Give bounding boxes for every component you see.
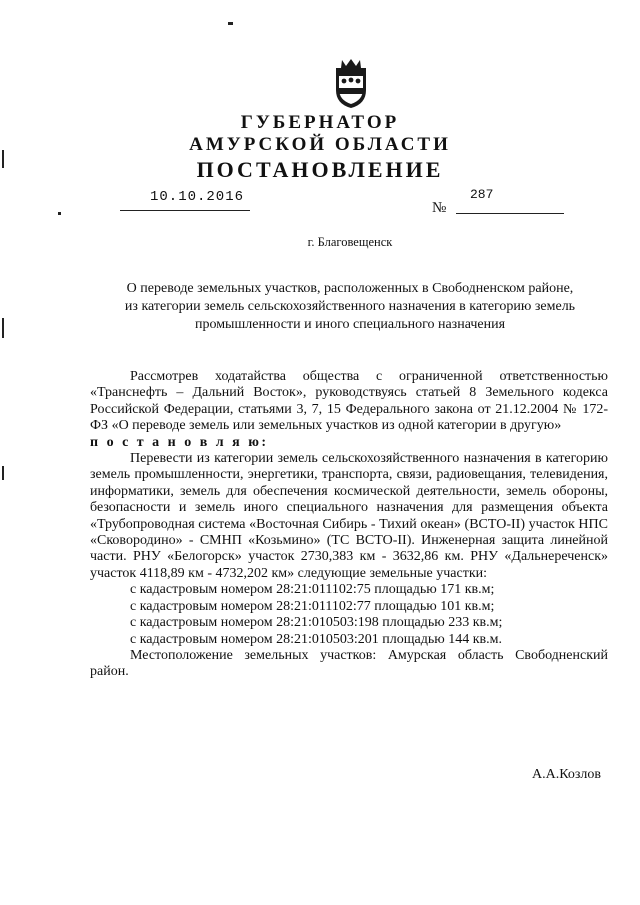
main-clause-paragraph: Перевести из категории земель сельскохозяйственного назначения в категорию земель промышленности, энергетики, транспорта, связи, радиовещания, телевидения, информатики, земель для обеспечения космической деятельности, земель обороны, безопасности и земель иного специального назначения для размещения объекта «Трубопроводная система «Восточная Сибирь - Тихий океан» (ВСТО-II) участок НПС «Сковородино» - СМНП «Козьмино» (ТС ВСТО-II). Инженерная защита линейной части. РНУ «Белогорск» участок 2730,383 км - 3632,86 км. РНУ «Дальнереченск» участок 4118,89 км - 4732,202 км» следующие земельные участки: (90, 451, 608, 581)
subject-line: О переводе земельных участков, расположенных в Свободненском районе, (126, 281, 574, 296)
plot-item: с кадастровым номером 28:21:011102:75 площадью 171 кв.м; (130, 582, 495, 598)
signatory-name: А.А.Козлов (532, 767, 601, 782)
governor-title: ГУБЕРНАТОР (240, 112, 400, 133)
scan-mark (2, 466, 4, 480)
subject-line: из категории земель сельскохозяйственного назначения в категорию земель (124, 299, 576, 314)
document-body (90, 369, 608, 681)
document-type: ПОСТАНОВЛЕНИЕ (196, 157, 444, 182)
city-name: г. Благовещенск (307, 235, 393, 249)
number-sign: № (432, 200, 447, 216)
number-underline (456, 213, 564, 214)
subject-line: промышленности и иного специального назначения (194, 317, 506, 332)
scan-mark (58, 212, 61, 215)
document-date: 10.10.2016 (150, 189, 245, 205)
plot-item: с кадастровым номером 28:21:010503:198 площадью 233 кв.м; (130, 615, 503, 631)
document-subject (90, 280, 610, 334)
preamble-paragraph: Рассмотрев ходатайства общества с ограниченной ответственностью «Транснефть – Дальний Восток», руководствуясь статьей 8 Земельного кодекса Российской Федерации, статьями 3, 7, 15 Федерального закона от 21.12.2004 № 172-ФЗ «О переводе земель или земельных участков из одной категории в другую» (90, 369, 608, 434)
region-title: АМУРСКОЙ ОБЛАСТИ (189, 134, 451, 155)
resolve-word: п о с т а н о в л я ю: (90, 434, 269, 450)
plot-item: с кадастровым номером 28:21:010503:201 площадью 144 кв.м. (130, 631, 503, 647)
amur-region-emblem-icon (330, 58, 372, 110)
date-underline (120, 210, 250, 211)
location-paragraph: Местоположение земельных участков: Амурская область Свободненский район. (90, 647, 608, 680)
scan-mark (2, 318, 4, 338)
scan-mark (228, 22, 233, 25)
document-number: 287 (470, 187, 494, 202)
plot-item: с кадастровым номером 28:21:011102:77 площадью 101 кв.м; (130, 598, 495, 614)
